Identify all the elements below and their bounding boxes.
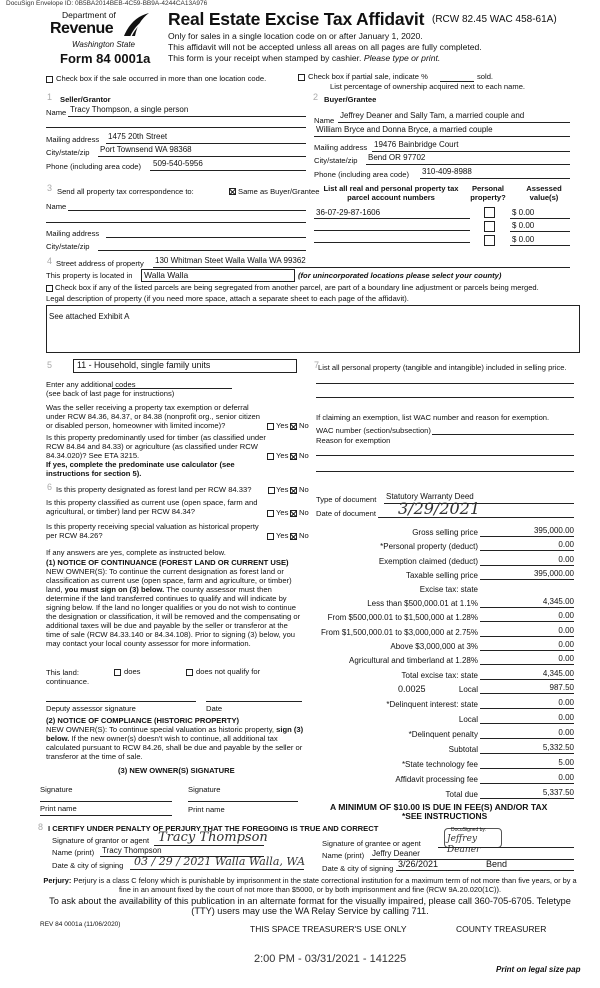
local-rate: 0.0025: [398, 684, 426, 694]
taxable-value[interactable]: 395,000.00: [533, 569, 574, 578]
seller-phone-line: [150, 170, 306, 171]
section-6-number: 6: [47, 482, 53, 492]
penalty-label: *Delinquent penalty: [408, 730, 478, 739]
special-yes-checkbox[interactable]: [267, 533, 274, 540]
county-value: Walla Walla: [144, 270, 189, 280]
subtotal-label: Subtotal: [448, 745, 478, 754]
exemption-no-checkbox[interactable]: [290, 423, 297, 430]
tier5-label: Agricultural and timberland at 1.28%: [349, 656, 478, 665]
grantor-date-value[interactable]: 03 / 29 / 2021 Walla Walla, WA: [134, 855, 306, 868]
delinquent-local-value[interactable]: 0.00: [558, 713, 574, 722]
header-line-2: This affidavit will not be accepted unless all areas on all pages are fully completed.: [168, 42, 482, 52]
buyer-phone-line: [420, 178, 570, 179]
tier1-label: Less than $500,000.01 at 1.1%: [367, 599, 478, 608]
deputy-signature-line[interactable]: [46, 701, 196, 702]
seller-city-value[interactable]: Port Townsend WA 98368: [100, 145, 192, 154]
revenue-logo-icon: [121, 10, 151, 38]
segregated-label: Check box if any of the listed parcels are being segregated from another parcel, are part of a boundary line adjustment or parcels being merged.: [55, 283, 539, 292]
legal-description-value: See attached Exhibit A: [49, 312, 130, 321]
ownership-note: List percentage of ownership acquired next to each name.: [330, 82, 526, 91]
seller-mail-label: Mailing address: [46, 135, 100, 144]
current-use-no-label: No: [299, 508, 309, 517]
deputy-date-label: Date: [206, 704, 223, 713]
taxable-label: Taxable selling price: [405, 571, 478, 580]
seller-mail-value[interactable]: 1475 20th Street: [108, 132, 168, 141]
affidavit-fee-value[interactable]: 0.00: [558, 773, 574, 782]
docusign-box: [444, 827, 502, 855]
personal-property-checkbox-1[interactable]: [484, 207, 495, 218]
form-number: Form 84 0001a: [60, 51, 151, 66]
multi-location-checkbox[interactable]: [46, 76, 53, 83]
current-use-yes-checkbox[interactable]: [267, 510, 274, 517]
tier3-line: [480, 636, 574, 637]
tier3-label: From $1,500,000.01 to $3,000,000 at 2.75%: [320, 628, 478, 637]
sold-label: sold.: [477, 72, 494, 81]
current-use-yes-label: Yes: [276, 508, 289, 517]
parcel-line-2[interactable]: [314, 230, 470, 231]
exemption-deduct-label: Exemption claimed (deduct): [378, 557, 478, 566]
special-no-checkbox[interactable]: [290, 533, 297, 540]
seller-city-line: [98, 156, 306, 157]
seller-name-value[interactable]: Tracy Thompson, a single person: [70, 105, 189, 114]
assessed-value-3[interactable]: $ 0.00: [512, 235, 535, 244]
street-address-value[interactable]: 130 Whitman Steet Walla Walla WA 99362: [155, 256, 306, 265]
personal-property-header: Personal property?: [470, 184, 506, 202]
header-line-1: Only for sales in a single location code on or after January 1, 2020.: [168, 31, 423, 41]
taxable-line: [480, 579, 574, 580]
street-address-label: Street address of property: [56, 259, 144, 268]
gross-value[interactable]: 395,000.00: [533, 526, 574, 535]
local-line: [480, 693, 574, 694]
grantee-signature[interactable]: Jeffrey Deaner: [447, 834, 481, 855]
seller-name-line: [68, 116, 306, 117]
buyer-heading: Buyer/Grantee: [324, 95, 377, 104]
new-owner-signature-heading: (3) NEW OWNER(S) SIGNATURE: [118, 766, 235, 775]
reason-line-1[interactable]: [316, 455, 574, 456]
forest-yes-checkbox[interactable]: [268, 487, 275, 494]
corr-city-line[interactable]: [98, 250, 306, 251]
notice-continuance-heading: (1) NOTICE OF CONTINUANCE (FOREST LAND OR CURRENT USE): [46, 558, 289, 567]
timber-yes-checkbox[interactable]: [267, 453, 274, 460]
form-rcw: (RCW 82.45 WAC 458-61A): [432, 14, 557, 25]
personal-property-checkbox-2[interactable]: [484, 221, 495, 232]
total-state-line: [480, 679, 574, 680]
exemption-question: Was the seller receiving a property tax exemption or deferral under RCW 84.36, 84.37, or 84.38 (nonprofit org., senior citizen or disabled person, homeowner with limited income)?: [46, 403, 261, 430]
excise-state-heading: Excise tax: state: [419, 585, 478, 594]
buyer-mail-value[interactable]: 19476 Bainbridge Court: [374, 140, 459, 149]
tech-fee-value[interactable]: 5.00: [558, 758, 574, 767]
grantor-print-label: Name (print): [52, 848, 95, 857]
segregated-checkbox[interactable]: [46, 285, 53, 292]
delinquent-local-line: [480, 723, 574, 724]
seller-mail-line: [106, 143, 306, 144]
grantor-signature-line: [154, 845, 264, 846]
penalty-line: [480, 738, 574, 739]
seller-name-line-2: [46, 127, 306, 128]
delinquent-state-label: *Delinquent interest: state: [386, 700, 478, 709]
section-3-number: 3: [47, 183, 53, 193]
personal-property-line-2[interactable]: [316, 397, 574, 398]
tech-fee-label: *State technology fee: [401, 760, 478, 769]
grantee-city-value[interactable]: Bend: [486, 859, 508, 869]
seller-phone-label: Phone (including area code): [46, 162, 141, 171]
grantor-date-line: [130, 869, 304, 870]
seller-name-label: Name: [46, 108, 67, 117]
parcel-header: List all real and personal property tax parcel account numbers: [323, 184, 459, 202]
buyer-mail-line: [372, 151, 570, 152]
corr-mail-label: Mailing address: [46, 229, 100, 238]
continuance-label: continuance.: [46, 677, 90, 686]
header-line-3: This form is your receipt when stamped by cashier. Please type or print.: [168, 53, 441, 63]
grantee-date-line: [396, 870, 574, 871]
correspondence-label: Send all property tax correspondence to:: [57, 187, 194, 196]
assessed-line-1: [510, 218, 570, 219]
land-does-not-checkbox[interactable]: [186, 669, 193, 676]
special-valuation-question: Is this property receiving special valuation as historical property per RCW 84.26?: [46, 522, 259, 540]
owner-print-name-label-2: Print name: [188, 805, 225, 814]
local-label: Local: [458, 685, 478, 694]
personal-property-checkbox-3[interactable]: [484, 235, 495, 246]
buyer-phone-value[interactable]: 310-409-8988: [422, 167, 472, 176]
grantor-signature[interactable]: Tracy Thompson: [158, 830, 268, 845]
gross-line: [480, 536, 574, 537]
docusigned-by: DocuSigned by:: [451, 827, 487, 833]
parcel-line-3[interactable]: [314, 242, 470, 243]
grantee-print-value[interactable]: Jeffry Deaner: [372, 849, 420, 858]
doc-date-line: [378, 517, 574, 518]
unincorporated-note: (for unincorporated locations please select your county): [298, 271, 502, 280]
personal-deduct-label: *Personal property (deduct): [380, 542, 478, 551]
section-2-number: 2: [313, 92, 319, 102]
buyer-name-value-2[interactable]: William Bryce and Donna Bryce, a married couple: [316, 125, 493, 134]
multi-location-label: Check box if the sale occurred in more than one location code.: [56, 74, 267, 83]
assessed-line-2: [510, 231, 570, 232]
corr-name-line[interactable]: [68, 210, 306, 211]
section-7-number: 7: [314, 360, 320, 370]
grantee-date-label: Date & city of signing: [322, 864, 394, 873]
affidavit-fee-label: Affidavit processing fee: [395, 775, 478, 784]
grantor-signature-label: Signature of grantor or agent: [52, 836, 150, 845]
buyer-name-label: Name: [314, 116, 335, 125]
assessed-line-3: [510, 245, 570, 246]
grantee-signature-label: Signature of grantee or agent: [322, 839, 421, 848]
subtotal-value[interactable]: 5,332.50: [542, 743, 574, 752]
tier1-line: [480, 607, 574, 608]
personal-deduct-value[interactable]: 0.00: [558, 540, 574, 549]
minimum-due-note: A MINIMUM OF $10.00 IS DUE IN FEE(S) AND/OR TAX: [330, 802, 548, 812]
buyer-name-line-1: [338, 122, 570, 123]
tier2-line: [480, 621, 574, 622]
doc-type-value[interactable]: Statutory Warranty Deed: [386, 492, 474, 501]
personal-deduct-line: [480, 550, 574, 551]
affidavit-fee-line: [480, 783, 574, 784]
assessed-value-2[interactable]: $ 0.00: [512, 221, 535, 230]
exemption-yes-checkbox[interactable]: [267, 423, 274, 430]
revision-label: REV 84 0001a (11/06/2020): [40, 921, 121, 928]
total-due-value[interactable]: 5,337.50: [542, 788, 574, 797]
forest-no-label: No: [299, 485, 309, 494]
grantor-print-value[interactable]: Tracy Thompson: [102, 846, 162, 855]
seller-city-label: City/state/zip: [46, 148, 90, 157]
corr-name-label: Name: [46, 202, 67, 211]
addl-codes-note: (see back of last page for instructions): [46, 389, 175, 398]
land-does-not-label: does not qualify for: [196, 667, 261, 676]
legal-description-field[interactable]: [46, 305, 580, 353]
if-yes-note: If any answers are yes, complete as instructed below.: [46, 548, 226, 557]
state-label: Washington State: [72, 40, 136, 49]
legal-size-note: Print on legal size pap: [496, 965, 581, 974]
notice-compliance-heading: (2) NOTICE OF COMPLIANCE (HISTORIC PROPERTY): [46, 716, 240, 725]
total-state-value[interactable]: 4,345.00: [542, 669, 574, 678]
county-select[interactable]: [141, 269, 295, 282]
land-use-code-select[interactable]: [73, 359, 297, 373]
corr-mail-line[interactable]: [106, 237, 306, 238]
tier5-line: [480, 664, 574, 665]
wac-number-label: WAC number (section/subsection): [316, 426, 431, 435]
buyer-city-line: [366, 164, 570, 165]
current-use-no-checkbox[interactable]: [290, 510, 297, 517]
timber-no-checkbox[interactable]: [290, 453, 297, 460]
tier4-line: [480, 650, 574, 651]
deputy-date-line[interactable]: [206, 701, 302, 702]
tier1-value[interactable]: 4,345.00: [542, 597, 574, 606]
tech-fee-line: [480, 768, 574, 769]
same-as-buyer-label: Same as Buyer/Grantee: [238, 187, 320, 196]
land-use-code-value: 11 - Household, single family units: [77, 360, 211, 370]
personal-property-line-1[interactable]: [316, 383, 574, 384]
exemption-yes-label: Yes: [276, 421, 289, 430]
owner-print-line-1[interactable]: [40, 815, 172, 816]
corr-name-line-2[interactable]: [46, 222, 306, 223]
current-use-question: Is this property classified as current use (open space, farm and agricultural, or timber) land per RCW 84.34?: [46, 498, 258, 516]
owner-print-name-label-1: Print name: [40, 804, 77, 813]
exemption-no-label: No: [299, 421, 309, 430]
street-address-line: [153, 267, 570, 268]
corr-city-label: City/state/zip: [46, 242, 90, 251]
total-state-label: Total excise tax: state: [401, 671, 478, 680]
total-due-label: Total due: [445, 790, 478, 799]
grantee-signature-line: [438, 847, 574, 848]
delinquent-state-line: [480, 708, 574, 709]
penalty-value[interactable]: 0.00: [558, 728, 574, 737]
assessed-value-1[interactable]: $ 0.00: [512, 208, 535, 217]
doc-date-value[interactable]: 3/29/2021: [398, 499, 481, 518]
grantee-print-label: Name (print): [322, 851, 365, 860]
treasurer-use-label: THIS SPACE TREASURER'S USE ONLY: [250, 924, 407, 934]
addl-codes-label: Enter any additional codes: [46, 380, 136, 389]
assessed-value-header: Assessed value(s): [526, 184, 562, 202]
reason-line-2[interactable]: [316, 471, 574, 472]
notice-continuance-text: NEW OWNER(S): To continue the current designation as forest land or classification as current use (open space, farm and agriculture, or timber) land, you must sign on (3) below. The county assessor must then determine if the land transferred continues to qualify and will indicate by signing below. If the land no longer qualifies or you do not wish to continue the designation or classification, it will be removed and the compensating or additional taxes will be due and payable by the seller or transferor at the time of sale (RCW 84.33.140 or 84.34.108). Prior to signing (3) below, you may contact your local county assessor for more information.: [46, 567, 301, 648]
same-as-buyer-checkbox[interactable]: [229, 188, 236, 195]
see-instructions-note: *SEE INSTRUCTIONS: [402, 811, 488, 821]
subtotal-line: [480, 753, 574, 754]
section-5-number: 5: [47, 360, 53, 370]
partial-sale-label: Check box if partial sale, indicate %: [308, 72, 428, 81]
exemption-deduct-value[interactable]: 0.00: [558, 555, 574, 564]
owner-signature-line-1[interactable]: [40, 801, 172, 802]
forest-no-checkbox[interactable]: [290, 487, 297, 494]
land-does-label: does: [124, 667, 141, 676]
owner-signature-line-2[interactable]: [188, 801, 298, 802]
this-land-label: This land:: [46, 668, 79, 677]
special-no-label: No: [299, 531, 309, 540]
parcel-line-1: [314, 218, 470, 219]
buyer-mail-label: Mailing address: [314, 143, 368, 152]
located-in-label: This property is located in: [46, 271, 133, 280]
section-1-number: 1: [47, 92, 53, 102]
cashier-stamp: 2:00 PM - 03/31/2021 - 141225: [254, 953, 407, 965]
grantee-date-value[interactable]: 3/26/2021: [398, 859, 439, 869]
wac-number-field[interactable]: [432, 434, 574, 435]
section-8-number: 8: [38, 822, 44, 832]
delinquent-local-label: Local: [458, 715, 478, 724]
grantor-date-label: Date & city of signing: [52, 861, 124, 870]
local-value[interactable]: 987.50: [549, 683, 574, 692]
seller-phone-value[interactable]: 509-540-5956: [153, 159, 203, 168]
legal-description-label: Legal description of property (if you need more space, attach a separate sheet to each page of the affidavit).: [46, 294, 409, 303]
exemption-claim-label: If claiming an exemption, list WAC number and reason for exemption.: [316, 413, 550, 422]
tier3-value[interactable]: 0.00: [558, 626, 574, 635]
section-4-number: 4: [47, 256, 53, 266]
exemption-deduct-line: [480, 565, 574, 566]
land-does-checkbox[interactable]: [114, 669, 121, 676]
certify-statement: I CERTIFY UNDER PENALTY OF PERJURY THAT THE FOREGOING IS TRUE AND CORRECT: [48, 824, 379, 833]
total-due-line: [480, 798, 574, 799]
buyer-city-value[interactable]: Bend OR 97702: [368, 153, 426, 162]
timber-yes-label: Yes: [276, 451, 289, 460]
tier2-label: From $500,000.01 to $1,500,000 at 1.28%: [327, 613, 478, 622]
form-title: Real Estate Excise Tax Affidavit: [168, 9, 425, 29]
forest-yes-label: Yes: [276, 485, 289, 494]
parcel-number-1[interactable]: 36-07-29-87-1606: [316, 208, 381, 217]
agency-name: Revenue: [50, 20, 114, 37]
dept-label: Department of: [62, 10, 116, 20]
partial-sale-checkbox[interactable]: [298, 74, 305, 81]
buyer-city-label: City/state/zip: [314, 156, 358, 165]
tier2-value[interactable]: 0.00: [558, 611, 574, 620]
doc-type-label: Type of document: [316, 495, 377, 504]
owner-signature-label-1: Signature: [40, 785, 73, 794]
perjury-note: Perjury: Perjury is a class C felony which is punishable by imprisonment in the state correctional institution for a maximum term of not more than five years, or by a fine in an amount fixed by the court of not more than $5000, or by both imprisonment and fine (RCW 9A.20.020(1C)).: [43, 876, 577, 894]
tier5-value[interactable]: 0.00: [558, 654, 574, 663]
timber-no-label: No: [299, 451, 309, 460]
buyer-phone-label: Phone (including area code): [314, 170, 409, 179]
forest-question: Is this property designated as forest land per RCW 84.33?: [56, 485, 252, 494]
delinquent-state-value[interactable]: 0.00: [558, 698, 574, 707]
tier4-value[interactable]: 0.00: [558, 640, 574, 649]
buyer-name-value-1[interactable]: Jeffrey Deaner and Sally Tam, a married couple and: [340, 111, 525, 120]
envelope-id: DocuSign Envelope ID: 0B5BA2014BEB-4C59-BB9A-4244CA13A976: [6, 0, 208, 7]
deputy-signature-label: Deputy assessor signature: [46, 704, 136, 713]
gross-label: Gross selling price: [412, 528, 478, 537]
special-yes-label: Yes: [276, 531, 289, 540]
personal-property-list-label: List all personal property (tangible and intangible) included in selling price.: [318, 363, 567, 372]
alternate-format-note: To ask about the availability of this publication in an alternate format for the visually impaired, please call 360-705-6705. Teletype (TTY) users may use the WA Relay Service by calling 711.: [49, 896, 571, 916]
tier4-label: Above $3,000,000 at 3%: [390, 642, 478, 651]
timber-question: Is this property predominantly used for timber (as classified under RCW 84.84 and 84.33) or agriculture (as classified under RCW 84.34.020)? See ETA 3215.: [46, 433, 266, 460]
owner-signature-label-2: Signature: [188, 785, 221, 794]
reason-exemption-label: Reason for exemption: [316, 436, 391, 445]
notice-compliance-text: NEW OWNER(S): To continue special valuation as historic property, sign (3) below. If the new owner(s) doesn't wish to continue, all additional tax calculated pursuant to RCW 84.26, shall be due and payable by the seller or transferor at the time of sale.: [46, 725, 304, 761]
seller-heading: Seller/Grantor: [60, 95, 111, 104]
doc-date-label: Date of document: [316, 509, 376, 518]
timber-note: If yes, complete the predominate use calculator (see instructions for section 5).: [46, 460, 235, 478]
county-treasurer-label: COUNTY TREASURER: [456, 924, 547, 934]
buyer-name-line-2: [314, 136, 570, 137]
